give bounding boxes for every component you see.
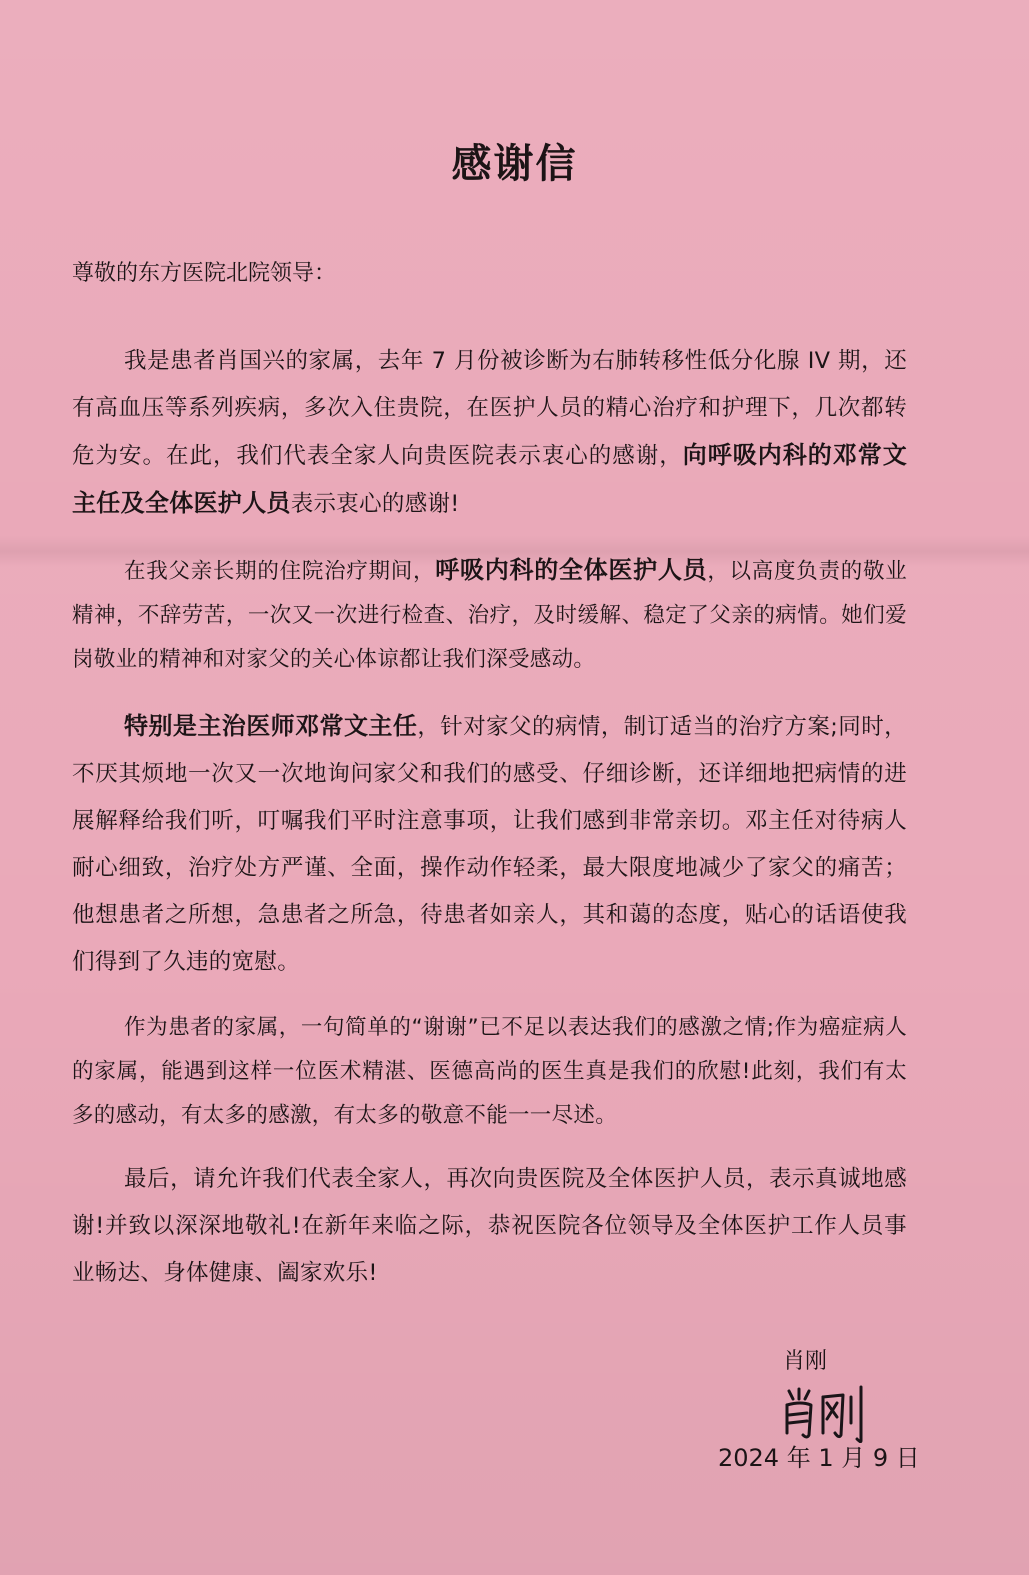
letter-title: 感谢信: [451, 141, 578, 187]
signer-name: 肖刚: [783, 1349, 828, 1374]
paragraph-5-text: 最后，请允许我们代表全家人，再次向贵医院及全体医护人员，表示真诚地感谢!并致以深深地敬礼!在新年来临之际，恭祝医院各位领导及全体医护工作人员事业畅达、身体健康、阖家欢乐!: [72, 1166, 907, 1286]
paragraph-3: [72, 703, 907, 986]
paragraph-1-text-b: 表示衷心的感谢!: [290, 491, 460, 517]
paragraph-2: [72, 548, 907, 682]
paragraph-4-text: 作为患者的家属，一句简单的“谢谢”已不足以表达我们的感激之情;作为癌症病人的家属，能遇到这样一位医术精湛、医德高尚的医生真是我们的欣慰!此刻，我们有太多的感动，有太多的感激，有太多的敬意不能一一尽述。: [72, 1015, 907, 1128]
paragraph-2-text-b: ，以高度负责的敬业精神，不辞劳苦，一次又一次进行检查、治疗，及时缓解、稳定了父亲的病情。她们爱岗敬业的精神和对家父的关心体谅都让我们深受感动。: [72, 559, 907, 672]
paragraph-1-bold: 向呼吸内科的邓常文主任及全体医护人员: [72, 441, 907, 517]
signature-scribble: [775, 1383, 875, 1443]
letter-greeting: 尊敬的东方医院北院领导：: [72, 261, 337, 286]
paragraph-5: [72, 1156, 907, 1297]
paragraph-2-text-a: 在我父亲长期的住院治疗期间，: [124, 559, 436, 584]
paragraph-1-text-a: 我是患者肖国兴的家属，去年 7 月份被诊断为右肺转移性低分化腺 IV 期，还有高血压等系列疾病，多次入住贵院，在医护人员的精心治疗和护理下，几次都转危为安。在此，我们代表全家人向贵医院表示衷心的感谢，: [72, 348, 907, 469]
paragraph-2-bold: 呼吸内科的全体医护人员: [435, 556, 708, 584]
paragraph-3-bold: 特别是主治医师邓常文主任: [124, 712, 418, 740]
paragraph-4: [72, 1006, 907, 1138]
letter-date: 2024 年 1 月 9 日: [718, 1444, 920, 1472]
paragraph-3-text: ，针对家父的病情，制订适当的治疗方案;同时，不厌其烦地一次又一次地询问家父和我们的感受、仔细诊断，还详细地把病情的进展解释给我们听，叮嘱我们平时注意事项，让我们感到非常亲切。邓主任对待病人耐心细致，治疗处方严谨、全面，操作动作轻柔，最大限度地减少了家父的痛苦；他想患者之所想，急患者之所急，待患者如亲人，其和蔼的态度，贴心的话语使我们得到了久违的宽慰。: [72, 714, 907, 975]
paragraph-1: [72, 338, 907, 528]
